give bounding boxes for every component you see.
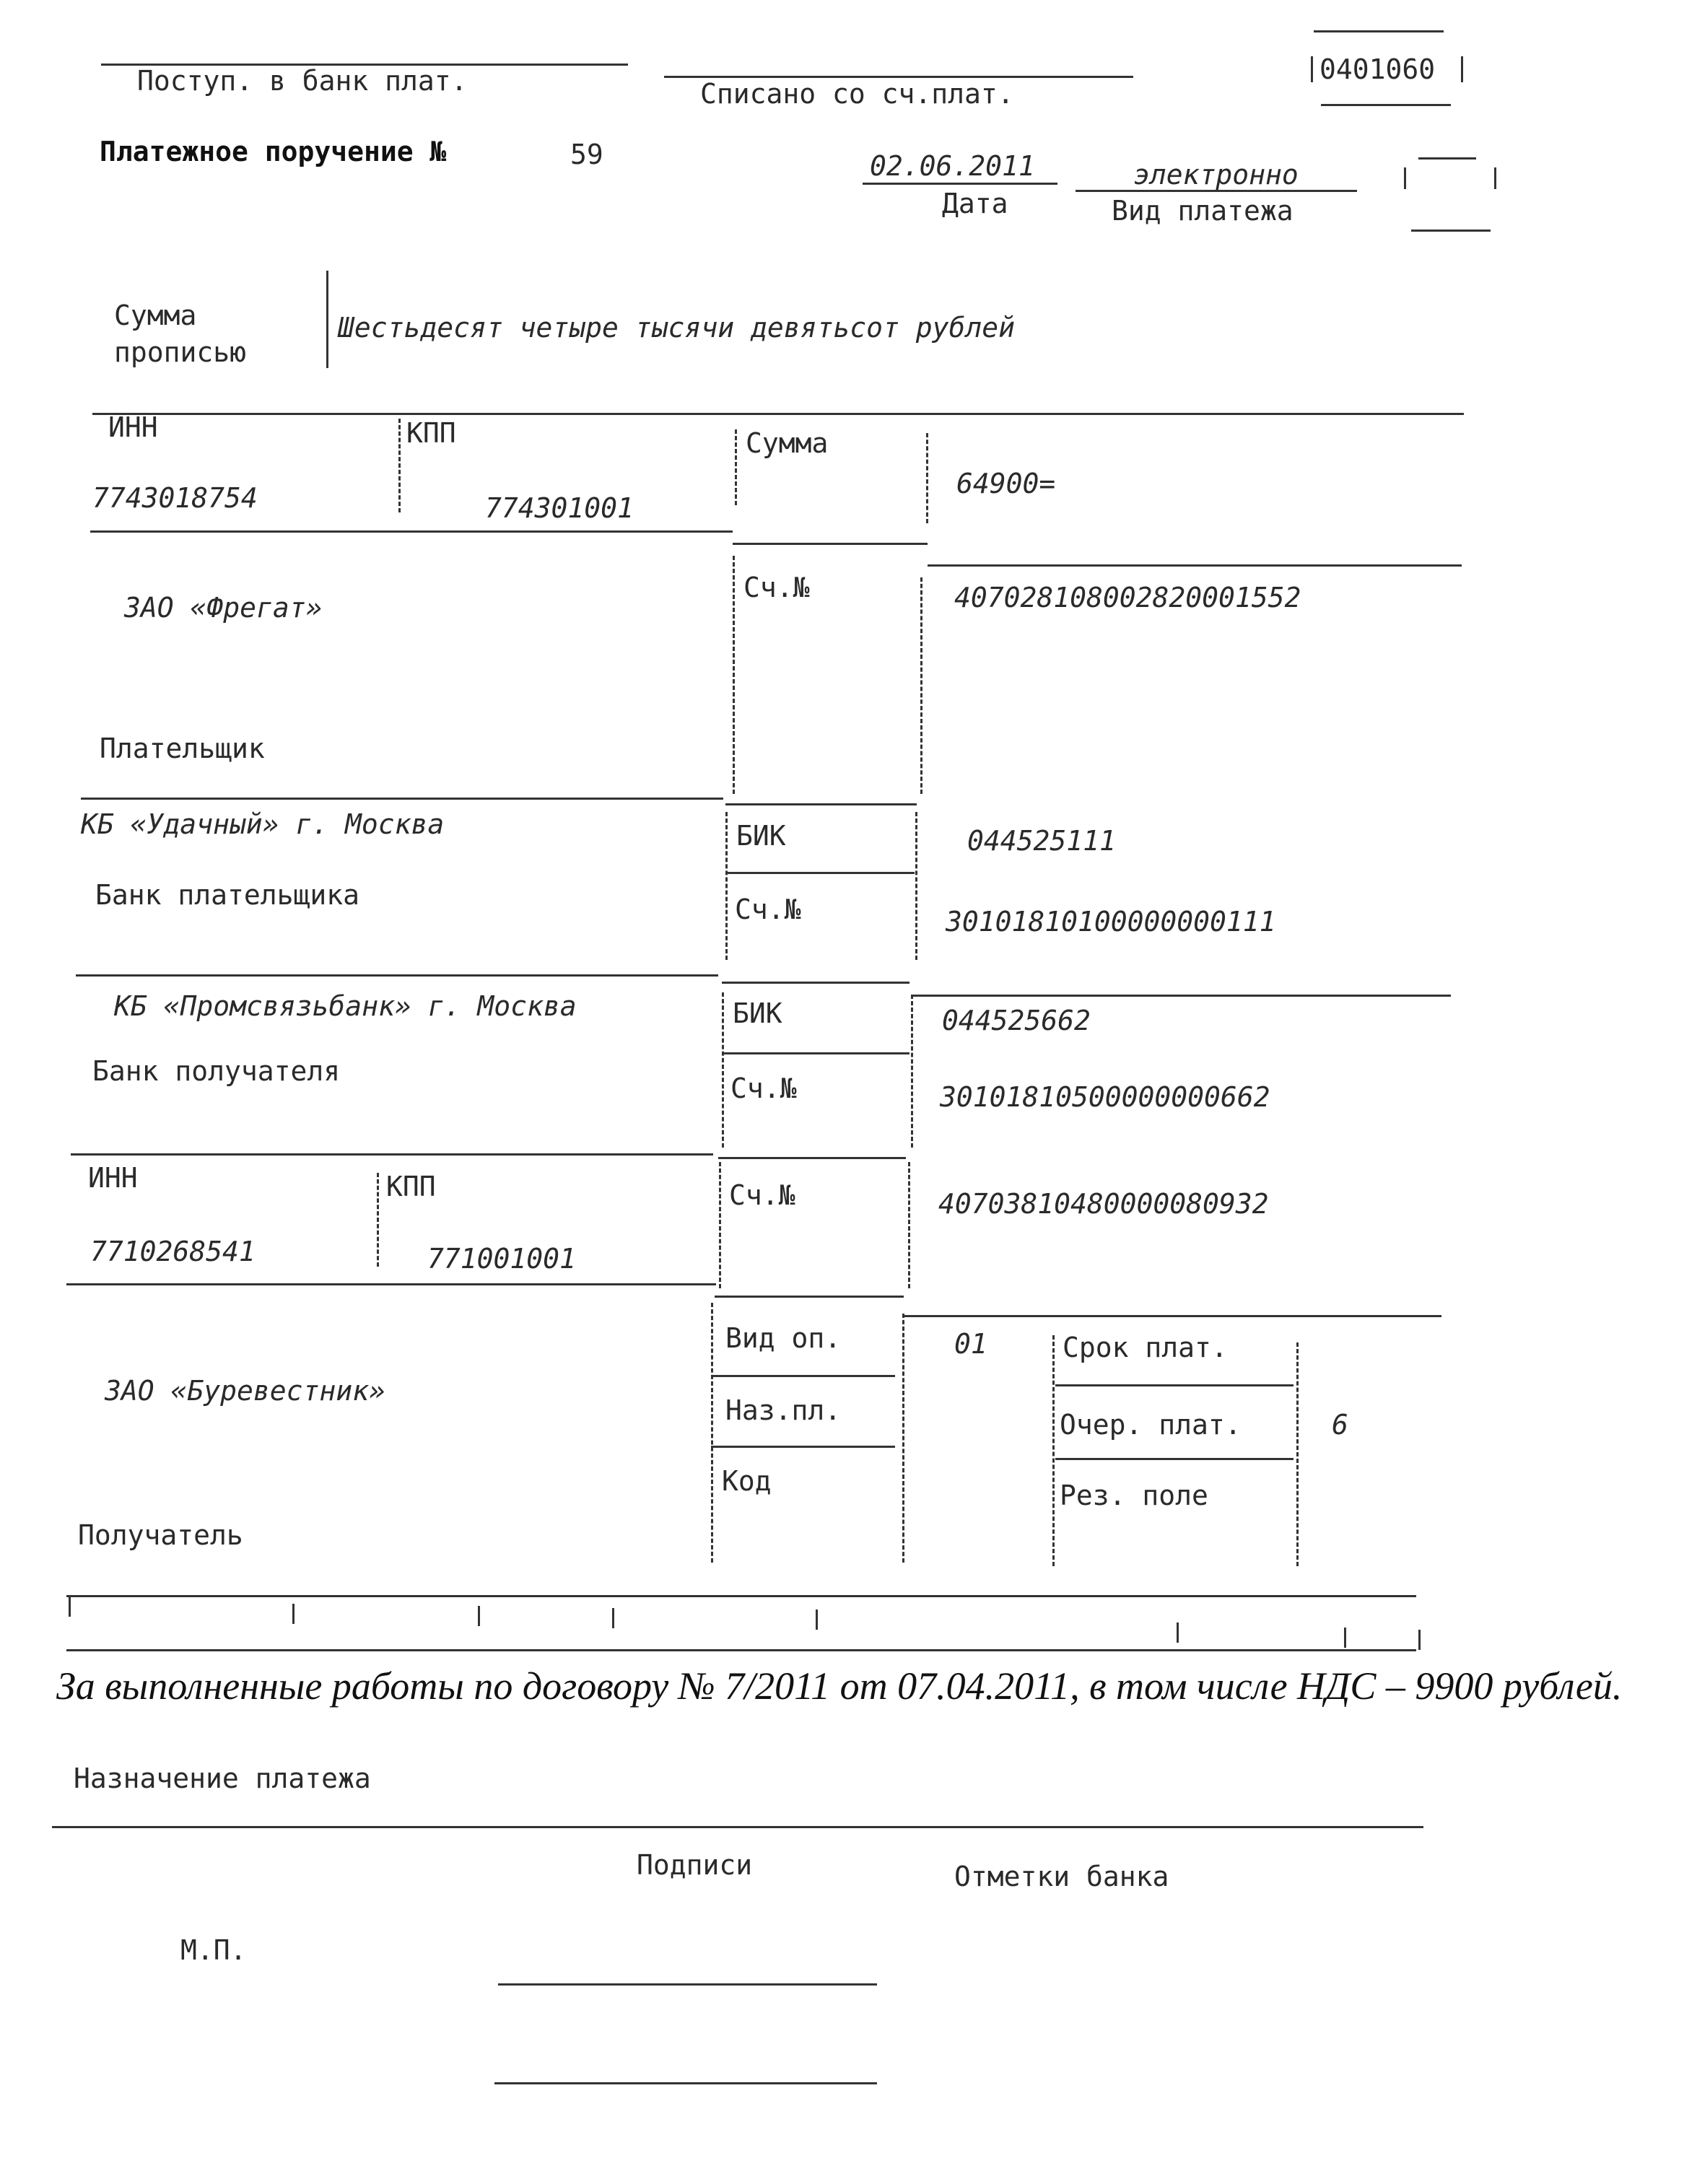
codes-right-left-divider — [1052, 1335, 1055, 1566]
payee-kpp-label: КПП — [386, 1171, 436, 1202]
op-type-value: 01 — [954, 1328, 987, 1360]
amount-words-divider — [326, 271, 328, 368]
payee-bank-bottom-line — [71, 1153, 713, 1156]
payee-bank-account: 30101810500000000662 — [940, 1081, 1270, 1113]
field-101-left-tick — [1404, 167, 1406, 189]
stamp-label: М.П. — [180, 1934, 247, 1966]
op-type-bottom-line — [711, 1375, 895, 1377]
payee-bank-account-label: Сч.№ — [730, 1073, 797, 1104]
payer-bank-account-bottom-line — [722, 982, 909, 984]
payee-account-label: Сч.№ — [729, 1179, 795, 1211]
payee-name: ЗАО «Буревестник» — [105, 1375, 385, 1407]
payee-bank-account-bottom-line — [718, 1157, 906, 1159]
tax-field-divider-3 — [478, 1606, 480, 1626]
debited-label: Списано со сч.плат. — [700, 78, 1014, 110]
form-code: 0401060 — [1319, 53, 1436, 85]
priority-bottom-line — [1055, 1458, 1294, 1460]
payer-account-left-divider — [733, 556, 735, 794]
payee-bank-bik-bottom-line — [722, 1052, 909, 1054]
form-code-right-tick — [1461, 56, 1463, 82]
payee-kpp: 771001001 — [427, 1243, 576, 1275]
first-signature-line — [498, 1983, 877, 1986]
tax-field-divider-7 — [1344, 1628, 1346, 1648]
payer-sum-left-divider — [735, 429, 737, 505]
form-code-bottom-line — [1321, 104, 1451, 106]
payer-account-label: Сч.№ — [743, 572, 810, 603]
payer-name: ЗАО «Фрегат» — [124, 592, 323, 624]
codes-mid-divider — [902, 1314, 904, 1563]
tax-fields-bottom-line — [66, 1649, 1416, 1651]
payee-role-label: Получатель — [78, 1519, 243, 1551]
tax-field-divider-1 — [69, 1596, 71, 1617]
payer-sum: 64900= — [956, 468, 1056, 499]
payer-kpp: 774301001 — [485, 492, 634, 524]
tax-field-divider-6 — [1177, 1622, 1179, 1643]
payer-inn: 7743018754 — [92, 482, 258, 514]
order-number: 59 — [570, 139, 603, 170]
field-101-right-tick — [1494, 167, 1496, 189]
form-code-left-tick — [1311, 56, 1313, 82]
payer-bank-account: 30101810100000000111 — [946, 906, 1276, 938]
payer-bank-bik: 044525111 — [967, 825, 1116, 857]
tax-fields-top-line — [66, 1595, 1416, 1597]
payee-account: 40703810480000080932 — [938, 1188, 1269, 1220]
field-101-top-line — [1418, 157, 1476, 160]
payee-account-left-divider — [719, 1162, 721, 1288]
form-code-top-line — [1314, 30, 1444, 32]
payer-account-right-divider — [920, 577, 922, 794]
order-date-label: Дата — [942, 188, 1008, 219]
payee-account-right-divider — [908, 1162, 910, 1288]
received-label: Поступ. в банк плат. — [137, 65, 468, 97]
payer-bank-left-divider — [725, 812, 728, 960]
order-date-line — [863, 183, 1057, 185]
payer-bottom-line — [81, 798, 723, 800]
field-101-bottom-line — [1411, 230, 1491, 232]
payee-inn-kpp-divider — [377, 1173, 379, 1267]
amount-words-label-1: Сумма — [114, 300, 197, 331]
codes-left-divider — [711, 1303, 713, 1563]
payer-inn-kpp-divider — [398, 419, 401, 512]
payment-type-line — [1076, 190, 1357, 192]
purpose-code-bottom-line — [711, 1446, 895, 1448]
payer-inn-bottom-line — [90, 530, 733, 533]
amount-words-bottom-line — [92, 413, 1464, 415]
payment-type: электронно — [1133, 159, 1299, 191]
priority-label: Очер. плат. — [1060, 1409, 1242, 1441]
payment-purpose-label: Назначение платежа — [74, 1763, 371, 1794]
payer-inn-label: ИНН — [108, 411, 158, 443]
payer-role-label: Плательщик — [100, 733, 265, 764]
payer-bank-right-divider — [915, 812, 917, 960]
payer-sum-label: Сумма — [746, 427, 829, 459]
tax-field-divider-2 — [292, 1604, 295, 1624]
amount-words-label-2: прописью — [114, 336, 247, 368]
amount-words-value: Шестьдесят четыре тысячи девятьсот рублей — [338, 312, 1015, 344]
payer-kpp-label: КПП — [406, 417, 456, 449]
payee-inn-label: ИНН — [88, 1162, 138, 1194]
tax-field-divider-5 — [816, 1609, 818, 1630]
payer-sum-right-divider — [926, 433, 928, 523]
payee-right-bottom-line — [904, 1315, 1441, 1317]
payer-bank-name: КБ «Удачный» г. Москва — [81, 808, 445, 840]
payee-account-bottom-line — [715, 1296, 904, 1298]
payer-bank-bik-label: БИК — [736, 820, 786, 852]
payee-inn: 7710268541 — [90, 1236, 256, 1267]
payee-inn-bottom-line — [66, 1283, 716, 1285]
due-bottom-line — [1055, 1384, 1294, 1386]
due-label: Срок плат. — [1063, 1332, 1228, 1363]
payer-account-bottom-line — [725, 803, 917, 805]
payee-bank-bik-label: БИК — [733, 997, 782, 1029]
payee-bank-left-divider — [722, 992, 724, 1148]
payer-account-top-line — [928, 564, 1462, 567]
payment-type-label: Вид платежа — [1112, 195, 1294, 227]
payee-bank-role-label: Банк получателя — [92, 1055, 341, 1087]
order-date: 02.06.2011 — [870, 150, 1035, 182]
purpose-code-label: Наз.пл. — [725, 1394, 842, 1426]
payee-bank-name: КБ «Промсвязьбанк» г. Москва — [114, 990, 577, 1022]
payment-purpose-text: За выполненные работы по договору № 7/2011 от 07.04.2011, в том числе НДС – 9900 рублей. — [56, 1664, 1623, 1708]
payer-bank-right-bottom-line — [913, 995, 1451, 997]
payer-bank-bottom-line — [76, 974, 718, 977]
order-title: Платежное поручение № — [100, 136, 447, 167]
tax-field-divider-8 — [1418, 1630, 1421, 1650]
op-type-label: Вид оп. — [725, 1322, 842, 1354]
payee-bank-right-divider — [911, 995, 913, 1148]
tax-field-divider-4 — [612, 1608, 614, 1628]
code-label: Код — [722, 1465, 772, 1497]
payer-bank-role-label: Банк плательщика — [95, 879, 360, 911]
payment-purpose-bottom-line — [52, 1826, 1423, 1828]
codes-right-right-divider — [1296, 1342, 1299, 1566]
payer-account: 40702810800282000155​2 — [954, 582, 1301, 613]
payee-bank-bik: 044525662 — [942, 1005, 1091, 1036]
payer-sum-bottom-line — [733, 543, 928, 545]
payer-bank-account-label: Сч.№ — [735, 894, 801, 925]
second-signature-line — [494, 2082, 877, 2084]
bank-marks-label: Отметки банка — [954, 1861, 1169, 1892]
signatures-label: Подписи — [637, 1849, 753, 1881]
priority-value: 6 — [1332, 1409, 1348, 1441]
reserved-label: Рез. поле — [1060, 1480, 1208, 1511]
payer-bank-bik-bottom-line — [725, 872, 915, 874]
